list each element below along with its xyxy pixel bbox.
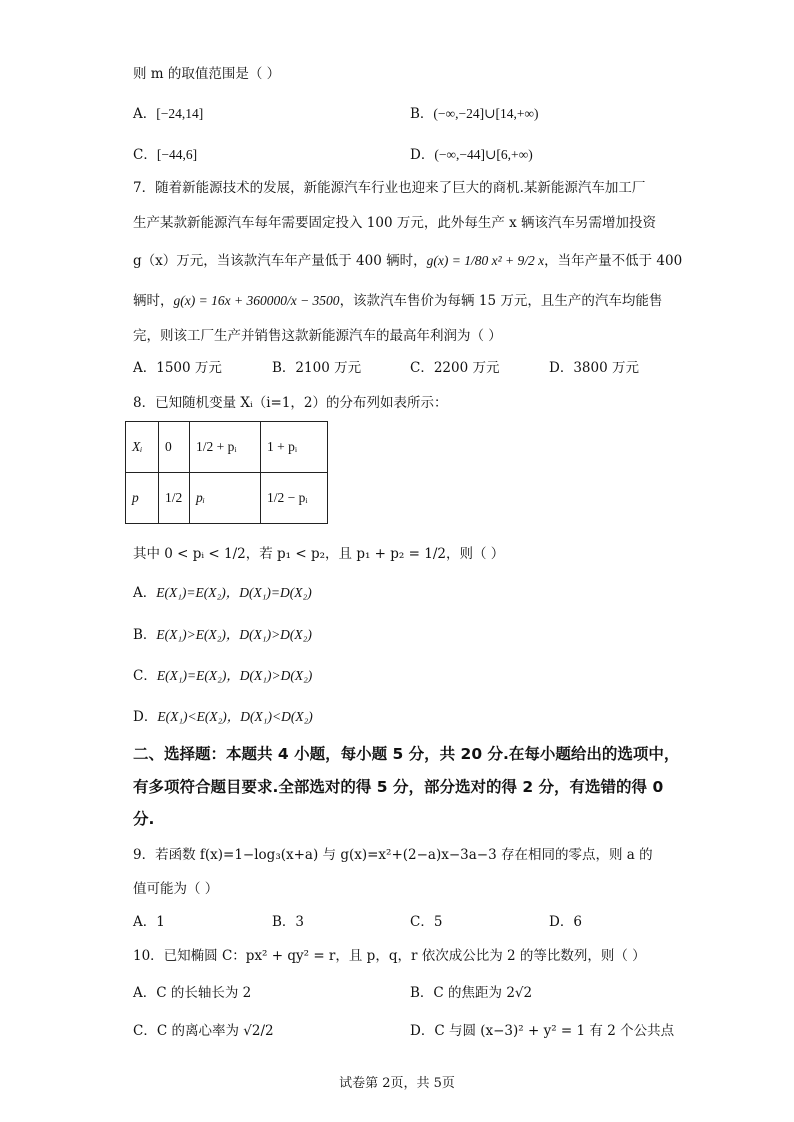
- q10-option-c: C．C 的离心率为 √2/2: [133, 1023, 274, 1039]
- q6-option-b: B．(−∞,−24]∪[14,+∞): [410, 106, 539, 122]
- q7-line-3: g（x）万元，当该款汽车年产量低于 400 辆时，g(x) = 1/80 x² + 9/2 x，当年产量不低于 400: [133, 253, 683, 269]
- q7-line-4: 辆时，g(x) = 16x + 360000/x − 3500，该款汽车售价为每辆 15 万元，且生产的汽车均能售: [133, 293, 663, 309]
- q10-option-a: A．C 的长轴长为 2: [133, 985, 252, 1001]
- q9-line-2: 值可能为（ ）: [133, 881, 219, 897]
- q7-formula-2: g(x) = 16x + 360000/x − 3500: [173, 293, 340, 308]
- q9-option-b: B．3: [272, 914, 305, 930]
- q9-option-c: C．5: [410, 914, 443, 930]
- q10-option-d: D．C 与圆 (x−3)² + y² = 1 有 2 个公共点: [410, 1023, 675, 1039]
- q9-option-a: A．1: [133, 914, 165, 930]
- q8-stem: 8．已知随机变量 Xᵢ（i=1，2）的分布列如表所示：: [133, 395, 448, 411]
- page-footer: 试卷第 2页，共 5页: [339, 1076, 455, 1091]
- q7-option-a: A．1500 万元: [133, 360, 222, 376]
- q8-option-d: D．E(X₁)<E(X₂)，D(X₁)<D(X₂): [133, 709, 313, 725]
- table-row: [126, 422, 328, 473]
- table-cell: Xᵢ: [126, 422, 159, 473]
- q7-option-d: D．3800 万元: [549, 360, 639, 376]
- q10-option-b: B．C 的焦距为 2√2: [410, 985, 533, 1001]
- section-2-heading-line-3: 分.: [133, 810, 155, 828]
- section-2-heading-line-1: 二、选择题：本题共 4 小题，每小题 5 分，共 20 分.在每小题给出的选项中，: [133, 745, 680, 763]
- q7-line-2: 生产某款新能源汽车每年需要固定投入 100 万元，此外每生产 x 辆该汽车另需增加投资: [133, 215, 657, 231]
- q7-option-c: C．2200 万元: [410, 360, 500, 376]
- table-cell: 1 + pᵢ: [261, 422, 328, 473]
- q6-option-a: A．[−24,14]: [133, 106, 204, 122]
- table-cell: pᵢ: [190, 473, 261, 524]
- table-cell: 1/2 + pᵢ: [190, 422, 261, 473]
- table-row: [126, 473, 328, 524]
- q10-stem: 10．已知椭圆 C：px² + qy² = r，且 p，q，r 依次成公比为 2 的等比数列，则（ ）: [133, 948, 646, 964]
- q8-distribution-table: [125, 421, 328, 524]
- q8-option-b: B．E(X₁)>E(X₂)，D(X₁)>D(X₂): [133, 627, 312, 643]
- q7-option-b: B．2100 万元: [272, 360, 362, 376]
- q6-option-c: C．[−44,6]: [133, 147, 198, 163]
- q9-option-d: D．6: [549, 914, 582, 930]
- q8-condition: 其中 0 < pᵢ < 1/2，若 p₁ < p₂，且 p₁ + p₂ = 1/2，则（ ）: [133, 546, 505, 562]
- q8-option-a: A．E(X₁)=E(X₂)，D(X₁)=D(X₂): [133, 585, 312, 601]
- q8-option-c: C．E(X₁)=E(X₂)，D(X₁)>D(X₂): [133, 668, 313, 684]
- q7-line-1: 7．随着新能源技术的发展，新能源汽车行业也迎来了巨大的商机.某新能源汽车加工厂: [133, 180, 646, 196]
- q7-formula-1: g(x) = 1/80 x² + 9/2 x: [426, 253, 545, 268]
- table-cell: 0: [159, 422, 190, 473]
- q7-line-5: 完，则该工厂生产并销售这款新能源汽车的最高年利润为（ ）: [133, 328, 502, 344]
- table-cell: p: [126, 473, 159, 524]
- q9-line-1: 9．若函数 f(x)=1−log₃(x+a) 与 g(x)=x²+(2−a)x−3a−3 存在相同的零点，则 a 的: [133, 847, 653, 863]
- table-cell: 1/2: [159, 473, 190, 524]
- section-2-heading-line-2: 有多项符合题目要求.全部选对的得 5 分，部分选对的得 2 分，有选错的得 0: [133, 778, 664, 796]
- q6-option-d: D．(−∞,−44]∪[6,+∞): [410, 147, 533, 163]
- q6-stem-tail: 则 m 的取值范围是（ ）: [133, 66, 281, 82]
- table-cell: 1/2 − pᵢ: [261, 473, 328, 524]
